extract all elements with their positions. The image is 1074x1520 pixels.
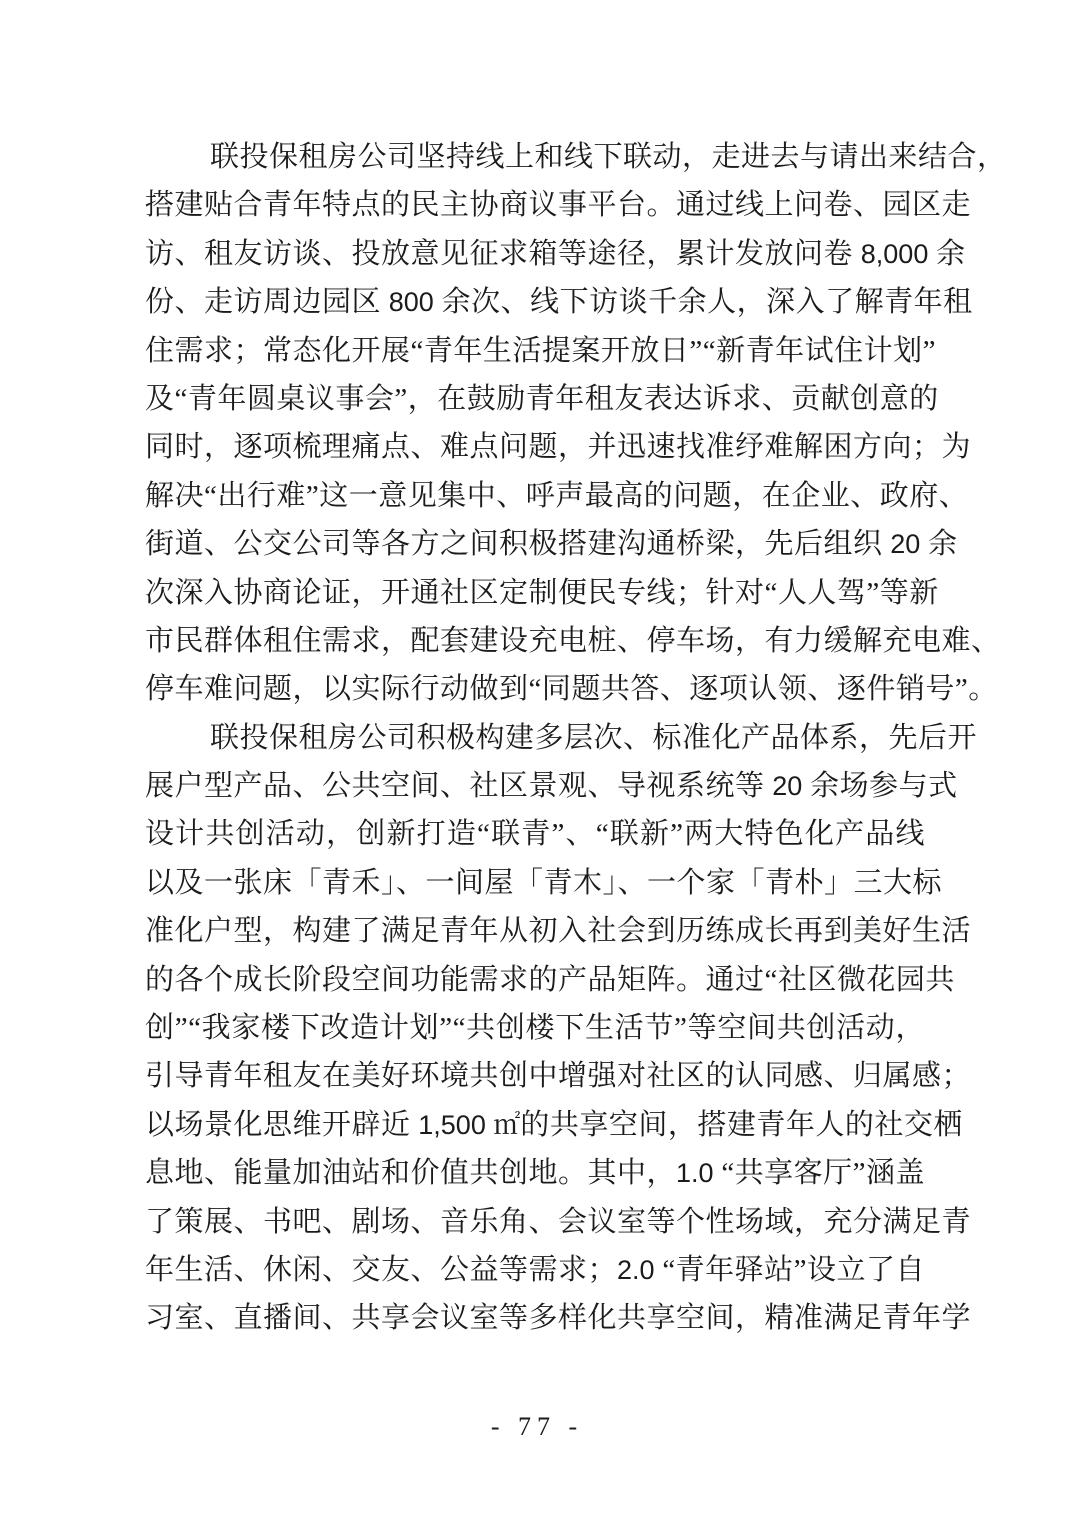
text-line: 份、走访周边园区 800 余次、线下访谈千余人，深入了解青年租 (145, 286, 973, 319)
text-line: 联投保租房公司积极构建多层次、标准化产品体系，先后开 (210, 721, 978, 754)
paragraph-2 (145, 714, 978, 1343)
text-line: 创”“我家楼下改造计划”“共创楼下生活节”等空间共创活动， (145, 1012, 925, 1045)
text-line: 联投保租房公司坚持线上和线下联动，走进去与请出来结合， (210, 141, 1007, 173)
text-line: 同时，逐项梳理痛点、难点问题，并迅速找准纾难解困方向；为 (145, 431, 972, 464)
body-text (145, 133, 1007, 1343)
text-line: 停车难问题，以实际行动做到“同题共答、逐项认领、逐件销号”。 (145, 673, 998, 706)
text-line: 访、租友访谈、投放意见征求箱等途径，累计发放问卷 8,000 余 (145, 237, 966, 270)
text-line: 息地、能量加油站和价值共创地。其中，1.0 “共享客厅”涵盖 (145, 1157, 926, 1190)
text-line: 引导青年租友在美好环境共创中增强对社区的认同感、归属感； (145, 1060, 972, 1093)
text-line: 街道、公交公司等各方之间积极搭建沟通桥梁，先后组织 20 余 (145, 528, 958, 561)
text-line: 以场景化思维开辟近 1,500 ㎡的共享空间，搭建青年人的社交栖 (145, 1108, 963, 1141)
text-line: 年生活、休闲、交友、公益等需求；2.0 “青年驿站”设立了自 (145, 1253, 926, 1286)
text-line: 的各个成长阶段空间功能需求的产品矩阵。通过“社区微花园共 (145, 963, 955, 996)
paragraph-1 (145, 133, 1007, 714)
text-line: 住需求；常态化开展“青年生活提案开放日”“新青年试住计划” (145, 334, 936, 367)
text-line: 设计共创活动，创新打造“联青”、“联新”两大特色化产品线 (145, 818, 925, 851)
text-line: 及“青年圆桌议事会”，在鼓励青年租友表达诉求、贡献创意的 (145, 382, 939, 415)
text-line: 了策展、书吧、剧场、音乐角、会议室等个性场域，充分满足青 (145, 1205, 972, 1238)
text-line: 次深入协商论证，开通社区定制便民专线；针对“人人驾”等新 (145, 576, 939, 609)
page-number: - 77 - (490, 1412, 584, 1441)
text-line: 以及一张床「青禾」、一间屋「青木」、一个家「青朴」三大标 (145, 866, 943, 899)
text-line: 搭建贴合青年特点的民主协商议事平台。通过线上问卷、园区走 (145, 189, 972, 222)
text-line: 市民群体租住需求，配套建设充电桩、停车场，有力缓解充电难、 (145, 624, 1001, 657)
text-line: 解决“出行难”这一意见集中、呼声最高的问题，在企业、政府、 (145, 479, 969, 512)
text-line: 准化户型，构建了满足青年从初入社会到历练成长再到美好生活 (145, 915, 972, 948)
text-line: 展户型产品、公共空间、社区景观、导视系统等 20 余场参与式 (145, 770, 958, 803)
text-line: 习室、直播间、共享会议室等多样化共享空间，精准满足青年学 (145, 1302, 972, 1335)
